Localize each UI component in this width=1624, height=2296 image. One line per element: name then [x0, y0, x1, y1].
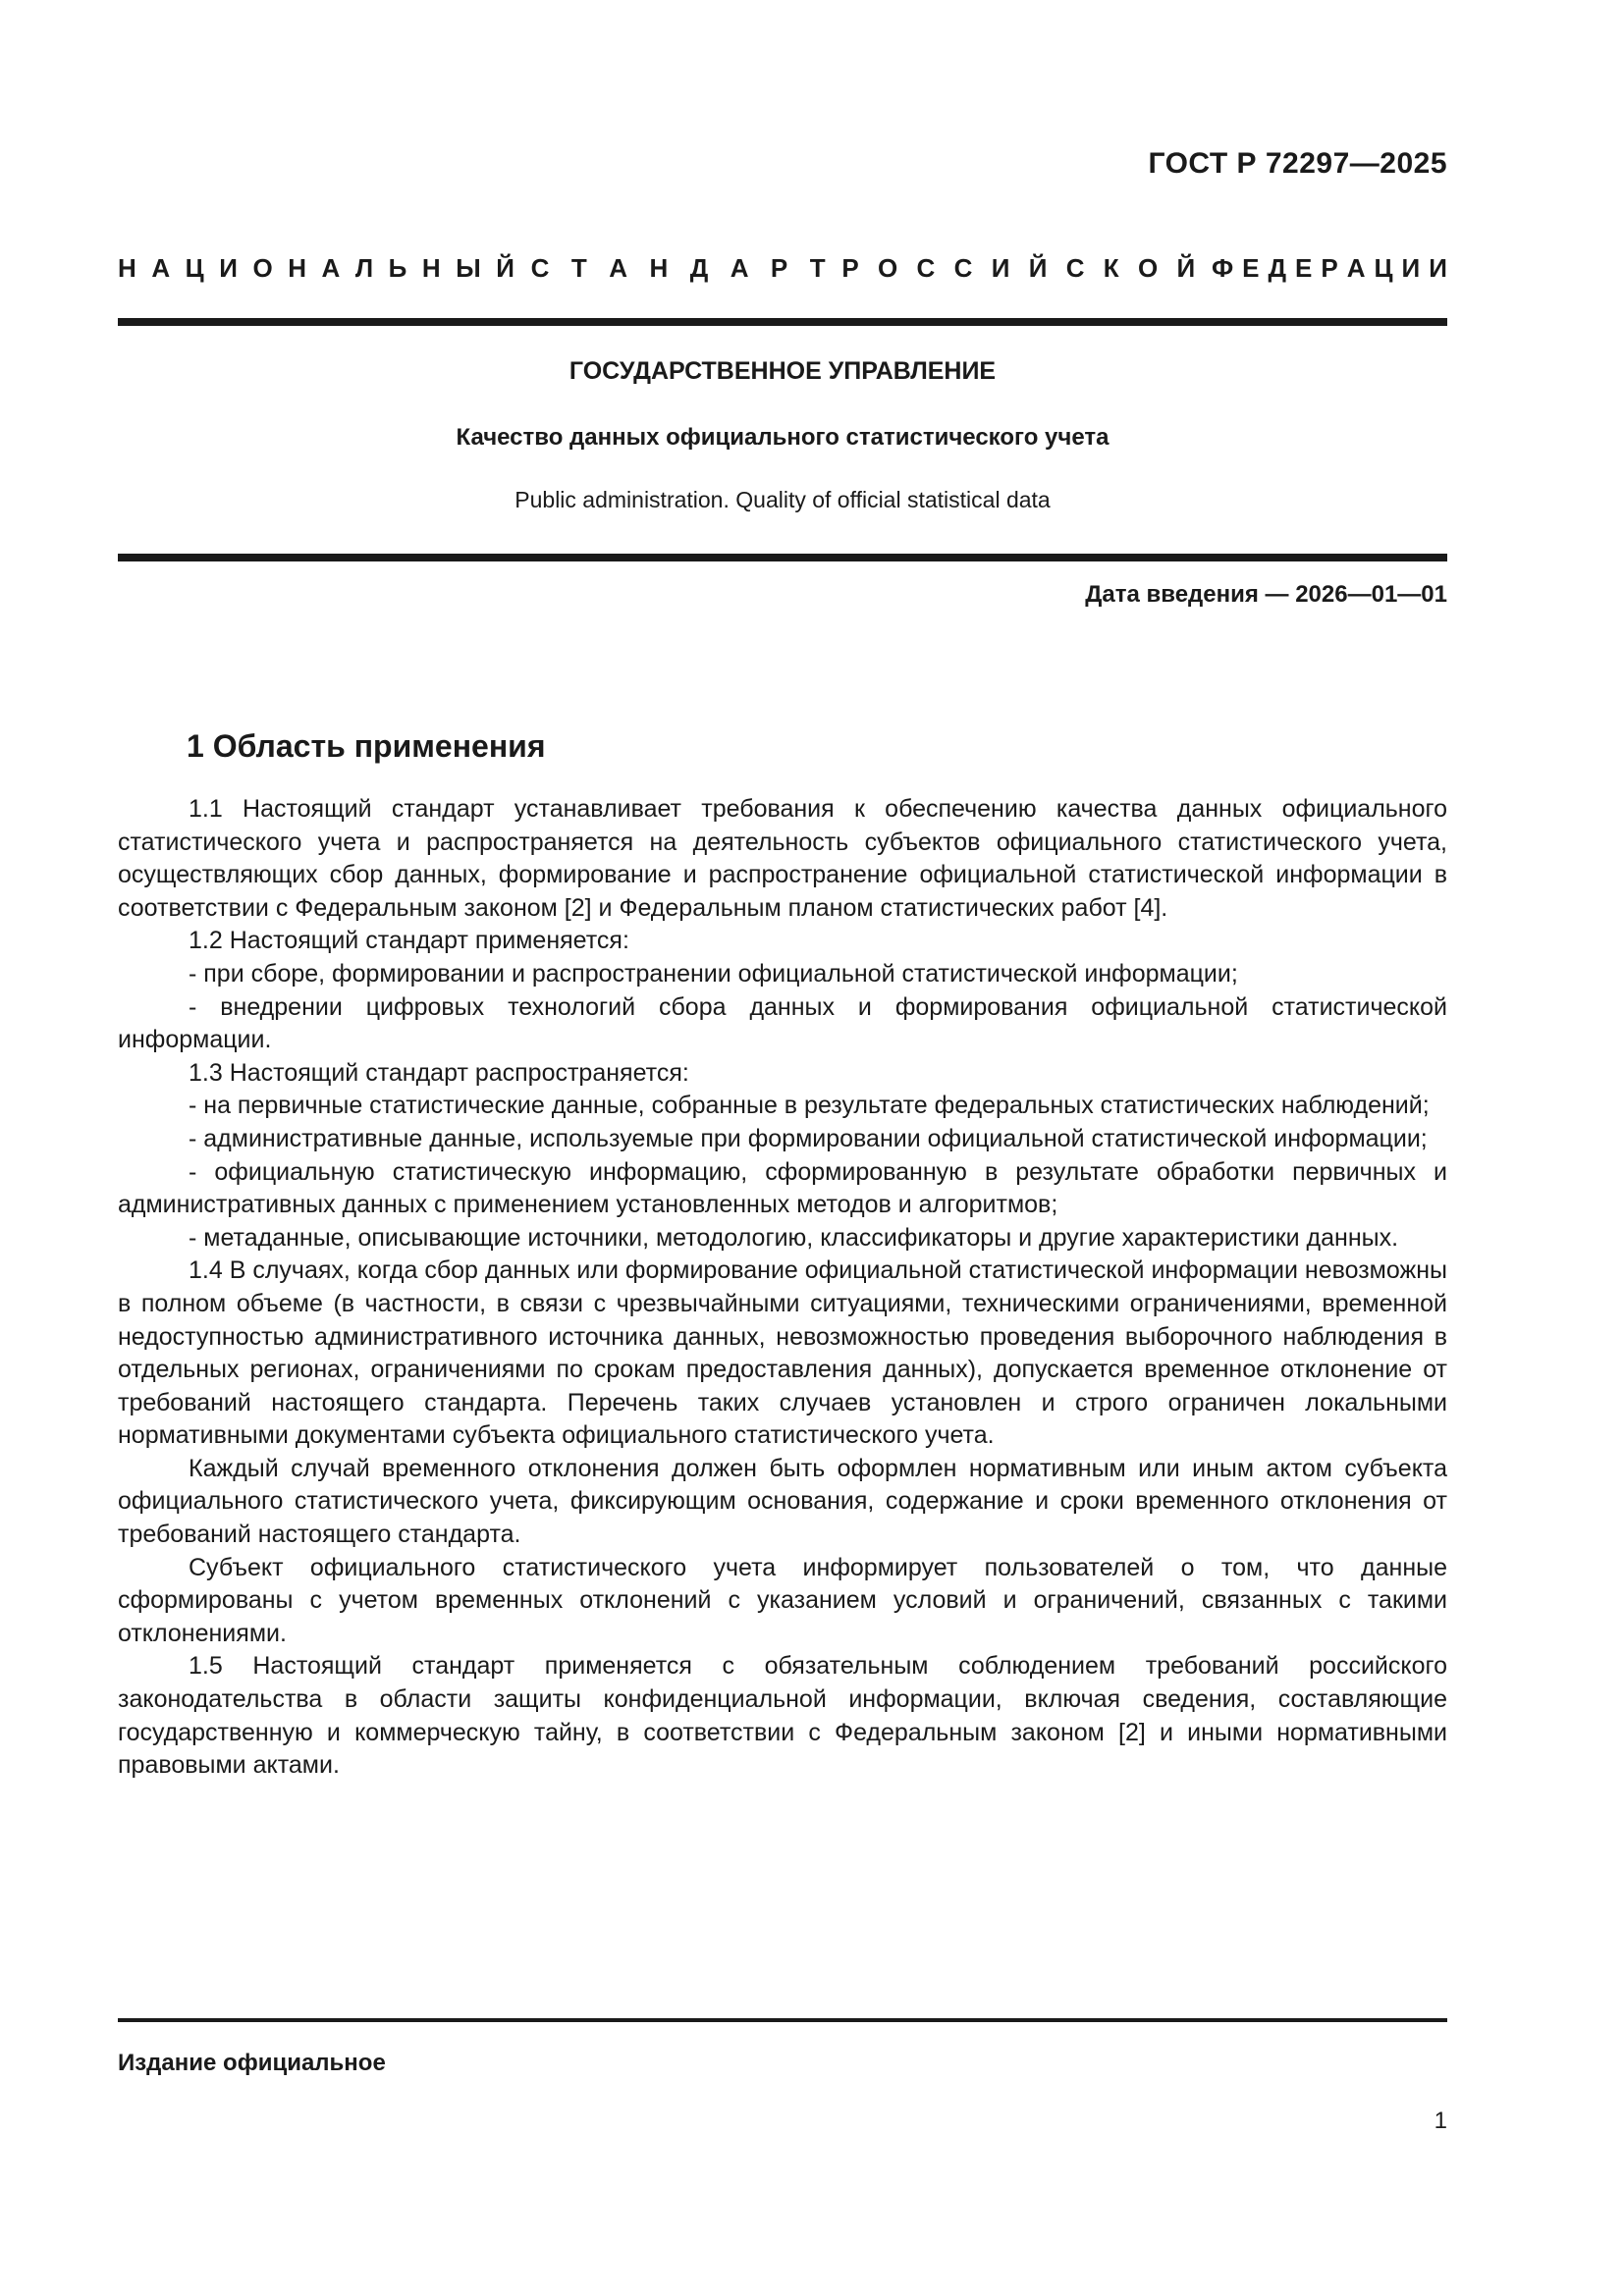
banner-letter: А: [730, 253, 749, 283]
banner-letter: А: [151, 253, 171, 283]
banner-letter: Е: [1295, 253, 1313, 283]
banner-letter: Р: [770, 253, 788, 283]
official-edition-label: Издание официальное: [118, 2050, 386, 2076]
banner-letter: Т: [570, 253, 587, 283]
list-item: - внедрении цифровых технологий сбора данных и формирования официальной статистической информации.: [118, 992, 1447, 1054]
document-english-title: Public administration. Quality of official statistical data: [514, 487, 1051, 512]
footer-divider: [118, 2018, 1447, 2022]
national-standard-banner: [118, 253, 1447, 284]
paragraph: 1.3 Настоящий стандарт распространяется:: [189, 1058, 689, 1087]
section-body: [118, 793, 1447, 1783]
paragraph: 1.5 Настоящий стандарт применяется с обязательным соблюдением требований российского законодательства в области защиты конфиденциальной информации, включая сведения, составляющие государственную и коммерческую тайну, в соответствии с Федеральным законом [2] и иными нормативными правовыми актами.: [118, 1652, 1447, 1780]
banner-letter: И: [1429, 253, 1447, 283]
banner-letter: И: [219, 253, 238, 283]
document-subtitle: Качество данных официального статистического учета: [456, 424, 1110, 451]
banner-letter: И: [1401, 253, 1421, 283]
title-divider: [118, 554, 1447, 561]
list-item: - метаданные, описывающие источники, методологию, классификаторы и другие характеристики данных.: [189, 1223, 1399, 1252]
banner-letter: А: [1346, 253, 1366, 283]
paragraph: 1.2 Настоящий стандарт применяется:: [189, 927, 629, 955]
banner-word-russian: [841, 253, 1195, 284]
paragraph: 1.1 Настоящий стандарт устанавливает требования к обеспечению качества данных официального статистического учета и распространяется на деятельность субъектов официального статистического учета, осуществляющих сбор данных, формирование и распространение официальной статистической информации в соответствии с Федеральным законом [2] и Федеральным планом статистических работ [4].: [118, 795, 1447, 922]
list-item: - при сборе, формировании и распространении официальной статистической информации;: [189, 959, 1238, 988]
banner-word-national: [118, 253, 514, 284]
banner-letter: А: [609, 253, 628, 283]
banner-letter: Н: [288, 253, 306, 283]
banner-letter: С: [1065, 253, 1085, 283]
list-item: - административные данные, используемые при формировании официальной статистической информации;: [189, 1124, 1428, 1152]
banner-word-federation: [1212, 253, 1447, 284]
banner-letter: Ф: [1211, 253, 1234, 283]
banner-letter: Ы: [456, 253, 481, 283]
page-number: 1: [1434, 2108, 1447, 2134]
paragraph: Субъект официального статистического учета информирует пользователей о том, что данные сформированы с учетом временных отклонений с указанием условий и ограничений, связанных с такими отклонениями.: [118, 1553, 1447, 1647]
banner-letter: Н: [649, 253, 669, 283]
banner-letter: Н: [421, 253, 441, 283]
introduction-date: Дата введения — 2026—01—01: [1085, 581, 1447, 608]
banner-letter: А: [321, 253, 341, 283]
banner-letter: Н: [118, 253, 136, 283]
banner-letter: Ь: [388, 253, 407, 283]
banner-letter: О: [1137, 253, 1159, 283]
paragraph: Каждый случай временного отклонения должен быть оформлен нормативным или иным актом субъекта официального статистического учета, фиксирующим основания, содержание и сроки временного отклонения от требований настоящего стандарта.: [118, 1454, 1447, 1549]
banner-letter: С: [916, 253, 936, 283]
banner-letter: И: [991, 253, 1010, 283]
banner-letter: К: [1103, 253, 1119, 283]
paragraph: 1.4 В случаях, когда сбор данных или формирование официальной статистической информации невозможны в полном объеме (в частности, в связи с чрезвычайными ситуациями, техническими ограничениями, временной недоступностью административного источника данных, невозможностью проведения выборочного наблюдения в отдельных регионах, ограничениями по срокам предоставления данных), допускается временное отклонение от требований настоящего стандарта. Перечень таких случаев установлен и строго ограничен локальными нормативными документами субъекта официального статистического учета.: [118, 1256, 1447, 1450]
section-heading: 1 Область применения: [187, 728, 546, 764]
banner-letter: Т: [809, 253, 826, 283]
banner-letter: Л: [354, 253, 374, 283]
banner-letter: Й: [496, 253, 514, 283]
banner-letter: С: [953, 253, 973, 283]
banner-letter: Р: [1321, 253, 1338, 283]
banner-letter: Й: [1176, 253, 1196, 283]
banner-letter: Е: [1242, 253, 1260, 283]
document-title: ГОСУДАРСТВЕННОЕ УПРАВЛЕНИЕ: [568, 357, 997, 385]
banner-letter: Д: [689, 253, 709, 283]
gost-number: ГОСТ Р 72297—2025: [1148, 147, 1447, 180]
banner-letter: С: [530, 253, 550, 283]
list-item: - официальную статистическую информацию, сформированную в результате обработки первичных и административных данных с применением установленных методов и алгоритмов;: [118, 1157, 1447, 1219]
banner-letter: Р: [841, 253, 859, 283]
banner-letter: О: [252, 253, 273, 283]
banner-word-standard: [531, 253, 826, 284]
banner-letter: Ц: [1374, 253, 1393, 283]
banner-letter: Ц: [185, 253, 204, 283]
banner-letter: О: [877, 253, 898, 283]
banner-letter: Й: [1028, 253, 1048, 283]
banner-letter: Д: [1268, 253, 1287, 283]
list-item: - на первичные статистические данные, собранные в результате федеральных статистических наблюдений;: [189, 1092, 1430, 1120]
top-divider: [118, 318, 1447, 326]
